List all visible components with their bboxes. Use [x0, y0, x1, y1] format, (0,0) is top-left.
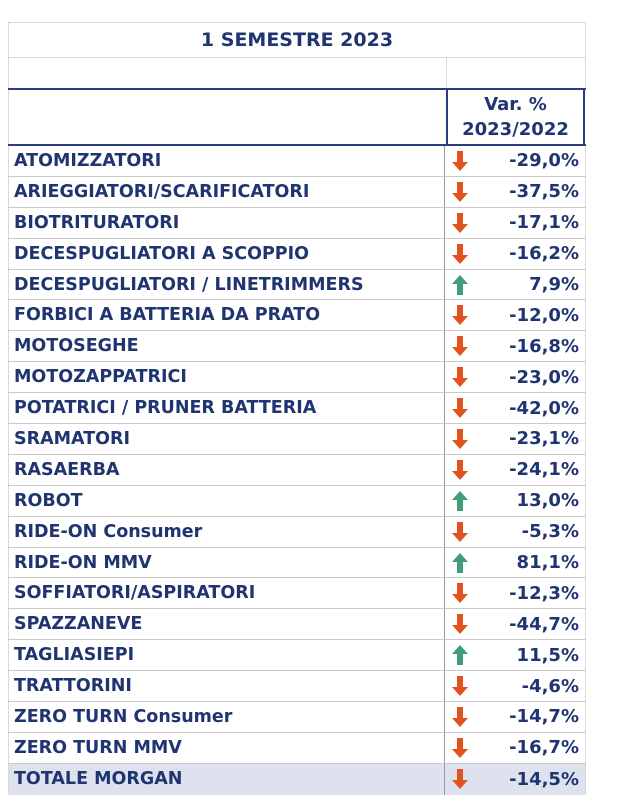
row-value: -42,0% [475, 393, 586, 423]
row-label: ZERO TURN Consumer [8, 702, 445, 732]
arrow-down-icon [445, 146, 475, 176]
row-label: MOTOZAPPATRICI [8, 362, 445, 392]
table-row [8, 208, 586, 239]
arrow-down-icon [445, 239, 475, 269]
arrow-down-icon [445, 177, 475, 207]
row-label: TAGLIASIEPI [8, 640, 445, 670]
arrow-up-icon [445, 486, 475, 516]
table-row [8, 393, 586, 424]
row-value: -16,8% [475, 331, 586, 361]
arrow-down-icon [445, 764, 475, 795]
variation-header-line1: Var. % [484, 94, 547, 115]
row-value: -29,0% [475, 146, 586, 176]
row-value: -44,7% [475, 609, 586, 639]
arrow-down-icon [445, 578, 475, 608]
table-row [8, 733, 586, 764]
row-label: TOTALE MORGAN [8, 764, 445, 795]
row-label: SRAMATORI [8, 424, 445, 454]
arrow-up-icon [445, 548, 475, 578]
table-row [8, 146, 586, 177]
row-value: 13,0% [475, 486, 586, 516]
header-row [8, 88, 586, 144]
table-row [8, 300, 586, 331]
row-label: MOTOSEGHE [8, 331, 445, 361]
row-value: -16,7% [475, 733, 586, 763]
row-value: -12,0% [475, 300, 586, 330]
row-label: FORBICI A BATTERIA DA PRATO [8, 300, 445, 330]
row-label: SPAZZANEVE [8, 609, 445, 639]
arrow-down-icon [445, 702, 475, 732]
table-row [8, 548, 586, 579]
variation-header-line2: 2023/2022 [462, 119, 569, 140]
table-row [8, 486, 586, 517]
arrow-down-icon [445, 362, 475, 392]
row-label: POTATRICI / PRUNER BATTERIA [8, 393, 445, 423]
table-row [8, 517, 586, 548]
table-title: 1 SEMESTRE 2023 [8, 22, 586, 57]
row-value: -14,7% [475, 702, 586, 732]
table-row [8, 270, 586, 301]
table-row [8, 331, 586, 362]
table-row [8, 239, 586, 270]
row-label: DECESPUGLIATORI / LINETRIMMERS [8, 270, 445, 300]
row-label: ATOMIZZATORI [8, 146, 445, 176]
arrow-down-icon [445, 208, 475, 238]
variation-header [446, 90, 585, 144]
arrow-down-icon [445, 609, 475, 639]
row-label: RASAERBA [8, 455, 445, 485]
row-value: 11,5% [475, 640, 586, 670]
row-label: RIDE-ON Consumer [8, 517, 445, 547]
data-rows [8, 144, 586, 795]
row-label: DECESPUGLIATORI A SCOPPIO [8, 239, 445, 269]
row-label: RIDE-ON MMV [8, 548, 445, 578]
row-value: -37,5% [475, 177, 586, 207]
table-row [8, 177, 586, 208]
table-row [8, 702, 586, 733]
table-row [8, 578, 586, 609]
row-value: -23,1% [475, 424, 586, 454]
total-row [8, 764, 586, 795]
table-row [8, 424, 586, 455]
blank-row [8, 57, 586, 88]
arrow-down-icon [445, 424, 475, 454]
spreadsheet-table [8, 22, 586, 795]
row-label: ROBOT [8, 486, 445, 516]
table-row [8, 362, 586, 393]
row-value: -12,3% [475, 578, 586, 608]
table-row [8, 455, 586, 486]
row-label: TRATTORINI [8, 671, 445, 701]
arrow-down-icon [445, 331, 475, 361]
row-value: -4,6% [475, 671, 586, 701]
header-empty-cell [8, 90, 446, 144]
table-row [8, 640, 586, 671]
arrow-down-icon [445, 393, 475, 423]
row-value: -17,1% [475, 208, 586, 238]
row-value: 7,9% [475, 270, 586, 300]
row-label: SOFFIATORI/ASPIRATORI [8, 578, 445, 608]
row-value: -14,5% [475, 764, 586, 795]
arrow-down-icon [445, 733, 475, 763]
row-value: -23,0% [475, 362, 586, 392]
arrow-down-icon [445, 300, 475, 330]
arrow-down-icon [445, 455, 475, 485]
row-label: ZERO TURN MMV [8, 733, 445, 763]
row-value: -24,1% [475, 455, 586, 485]
row-value: 81,1% [475, 548, 586, 578]
arrow-down-icon [445, 671, 475, 701]
row-value: -16,2% [475, 239, 586, 269]
row-value: -5,3% [475, 517, 586, 547]
arrow-up-icon [445, 270, 475, 300]
row-label: BIOTRITURATORI [8, 208, 445, 238]
arrow-up-icon [445, 640, 475, 670]
arrow-down-icon [445, 517, 475, 547]
table-row [8, 609, 586, 640]
row-label: ARIEGGIATORI/SCARIFICATORI [8, 177, 445, 207]
table-row [8, 671, 586, 702]
